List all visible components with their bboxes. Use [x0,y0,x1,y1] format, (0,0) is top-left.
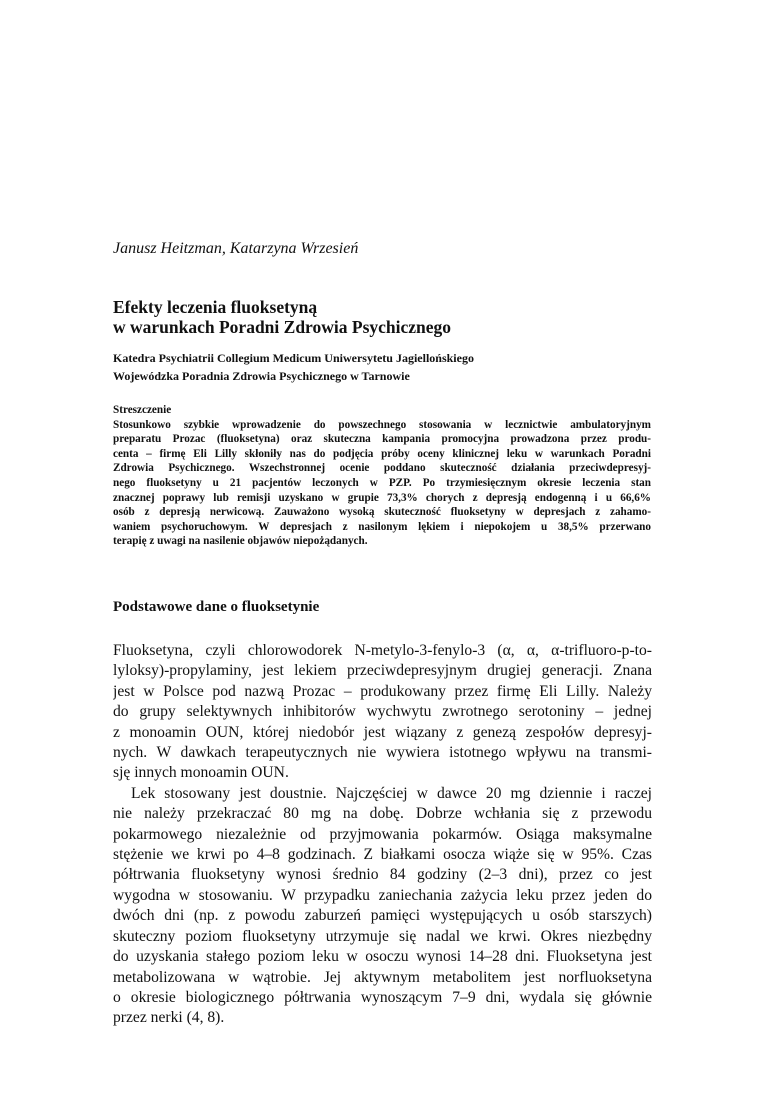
title-line: w warunkach Poradni Zdrowia Psychicznego [113,317,452,337]
affiliation-line: Katedra Psychiatrii Collegium Medicum Uniwersytetu Jagiellońskiego [113,351,474,365]
affiliation-line: Wojewódzka Poradnia Zdrowia Psychicznego w Tarnowie [113,369,410,383]
body-line: Lek stosowany jest doustnie. Najczęściej w dawce 20 mg dziennie i raczej [131,784,652,802]
body-line: wygodna w stosowaniu. W przypadku zaniechania zażycia leku przez jeden do [113,886,652,904]
body-line: nych. W dawkach terapeutycznych nie wywiera istotnego wpływu na transmi- [113,744,652,762]
body-line: pokarmowego niezależnie od przyjmowania pokarmów. Osiąga maksymalne [113,825,652,843]
abstract-line: nego fluoksetyny u 21 pacjentów leczonych w PZP. Po trzymiesięcznym okresie leczenia stan [113,476,651,489]
body-line: do uzyskania stałego poziom leku w osoczu wynosi 14–28 dni. Fluoksetyna jest [113,948,652,966]
paragraph-2 [113,784,652,1029]
body-line: jest w Polsce pod nazwą Prozac – produkowany przez firmę Eli Lilly. Należy [113,682,652,700]
body-line: półtrwania fluoksetyny wynosi średnio 84 godziny (2–3 dni), przez co jest [113,866,652,884]
abstract-line: Zdrowia Psychicznego. Wszechstronnej ocenie poddano skuteczność działania przeciwdepresyj- [113,462,651,475]
abstract-line: terapię z uwagi na nasilenie objawów niepożądanych. [113,535,368,548]
affiliations [113,349,673,385]
abstract-line: Stosunkowo szybkie wprowadzenie do powszechnego stosowania w lecznictwie ambulatoryjnym [113,418,651,431]
section-heading: Podstawowe dane o fluoksetynie [113,599,320,615]
abstract-line: centa – firmę Eli Lilly skłoniły nas do podjęcia próby oceny klinicznej leku w warunkach Poradni [113,447,651,460]
abstract-line: preparatu Prozac (fluoksetyna) oraz skuteczna kampania promocyjna prowadzona przez produ- [113,433,651,446]
abstract-line: osób z depresją nerwicową. Zauważono wysoką skuteczność fluoksetyny w depresjach z zahamo- [113,506,651,519]
body-line: o okresie biologicznego półtrwania wynoszącym 7–9 dni, wydala się głównie [113,988,652,1006]
body-line: stężenie we krwi po 4–8 godzinach. Z białkami osocza wiąże się w 95%. Czas [113,846,652,864]
body-line: do grupy selektywnych inhibitorów wychwytu zwrotnego serotoniny – jednej [113,703,652,721]
body-line: sję innych monoamin OUN. [113,764,289,782]
body-line: dwóch dni (np. z powodu zaburzeń pamięci występujących u osób starszych) [113,907,652,925]
article-title [113,297,673,337]
abstract [113,403,651,549]
body-line: skuteczny poziom fluoksetyny utrzymuje się nadal we krwi. Okres niezbędny [113,927,652,945]
authors: Janusz Heitzman, Katarzyna Wrzesień [113,240,359,257]
abstract-line: znacznej poprawy lub remisji uzyskano w grupie 73,3% chorych z depresją endogenną i u 66,6% [113,491,651,504]
body-line: lyloksy)-propylaminy, jest lekiem przeciwdepresyjnym drugiej generacji. Znana [113,662,652,680]
abstract-line: waniem psychoruchowym. W depresjach z nasilonym lękiem i niepokojem u 38,5% przerwano [113,520,651,533]
body-line: przez nerki (4, 8). [113,1009,225,1027]
title-line: Efekty leczenia fluoksetyną [113,297,318,317]
body-line: metabolizowana w wątrobie. Jej aktywnym metabolitem jest norfluoksetyna [113,968,652,986]
body-line: Fluoksetyna, czyli chlorowodorek N-metylo-3-fenylo-3 (α, α, α-trifluoro-p-to- [113,642,652,659]
abstract-heading: Streszczenie [113,404,172,416]
body-line: z monoamin OUN, której niedobór jest wiązany z genezą zespołów depresyj- [113,723,652,741]
paragraph-1 [113,641,652,784]
body-text [113,641,652,1029]
body-line: nie należy przekraczać 80 mg na dobę. Dobrze wchłania się z przewodu [113,805,652,823]
